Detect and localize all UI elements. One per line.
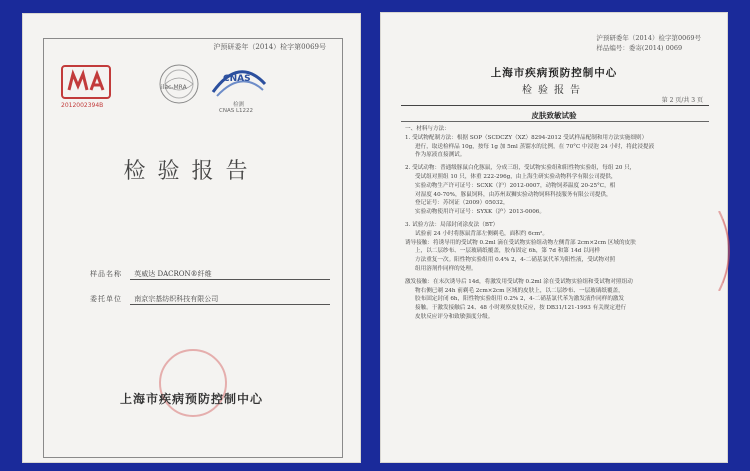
body-line: 上，以二层纱布、一层玻璃纸覆盖，胶布固定 6h，第 7d 和第 14d 以同样 (415, 248, 600, 255)
body-line: 接触。于激发接触后 24、48 小时观察皮肤反应，按 DB31/121-1993 有关规定进行 (415, 305, 627, 312)
materials-section (405, 125, 711, 160)
body-line: 3. 试验方法：局部封闭涂皮法（BT） (405, 221, 499, 228)
accreditation-logos (61, 62, 331, 122)
seam-stamp-icon (717, 211, 741, 291)
cnas-sub: 检测 (233, 102, 245, 108)
client-label: 委托单位 (90, 295, 122, 303)
body-line: 登记证号：苏饲证（2009）05032， (415, 200, 509, 207)
client-value: 南京宗基纺织科技有限公司 (134, 295, 219, 303)
client-field (90, 294, 218, 304)
header-divider (401, 105, 709, 106)
cover-title: 检验报告 (123, 159, 260, 184)
report-page (381, 13, 727, 462)
body-line: 物右侧已剃 24h 前剃毛 2cm×2cm 区域的皮肤上，以二层纱布、一层玻璃纸覆盖， (415, 287, 624, 294)
sample-name-field (90, 269, 212, 279)
body-line: 作为原液直接测试。 (415, 152, 466, 159)
body-line: 皮肤反应评分和致敏强度分级。 (415, 313, 494, 320)
body-line: 方法重复一次。阳性物实验组用 0.4% 2，4-二硝基氯代苯为阳性液，受试物对照 (415, 257, 616, 264)
report-organization: 上海市疾病预防控制中心 (490, 67, 618, 79)
animals-section (405, 164, 711, 217)
cma-logo-icon (61, 62, 111, 102)
cover-organization: 上海市疾病预防控制中心 (119, 392, 263, 406)
body-line: 受试组对照组 10 只，体重 222-296g，由上海生研实验动物科学有限公司提供， (415, 173, 617, 180)
body-line: 进行，取送检样品 10g，按每 1g 加 5ml 蒸馏水的比例，在 70°C 中浸泡 24 小时，将此浸提液 (415, 143, 655, 150)
body-line: 对湿度 40-70%，豚鼠饲料，由苏州双狮实验动物饲料科技服务有限公司提供， (415, 191, 612, 198)
body-line: 一、材料与方法： (405, 126, 450, 132)
cnas-text: CNAS (223, 74, 251, 84)
sample-name-value: 英威达 DACRON®纤维 (134, 270, 212, 278)
cover-ref-number: 沪预研委年（2014）检字第0069号 (213, 43, 326, 51)
client-line (130, 304, 330, 305)
report-sample-number: 样品编号：委寄(2014) 0069 (596, 44, 683, 52)
sample-name-line (130, 279, 330, 280)
body-line: 实验动物生产许可证号：SCXK（沪）2012-0007，动物饲养温度 20-25°C，相 (415, 182, 616, 189)
section-title: 皮肤致敏试验 (531, 111, 577, 120)
body-line: 组用溶剂作同样的处理。 (415, 265, 477, 272)
body-line: 1. 受试物配制方法：根据 SOP（SCDCZY（XZ）8294-2012 受试样品配制和用方法实施细则） (405, 134, 648, 141)
body-line: 2. 受试动物：普通级豚鼠白化豚鼠，分成三组，受试物实验组和阳性物实验组，每组 20 只， (405, 165, 636, 172)
report-ref-block (596, 33, 701, 53)
section-divider (401, 121, 709, 122)
method-section (405, 221, 711, 274)
body-line: 诱导接触：将诱导用的受试物 0.2ml 滴在受试物实验组动物左侧背部 2cm×2cm 区域的皮肤 (405, 239, 636, 246)
cover-page (23, 14, 360, 462)
ilac-text: ilac-MRA (161, 84, 187, 91)
body-line: 胶布固定封闭 6h，阳性物实验组用 0.2% 2，4-二硝基氯代苯为激发液作同样的激发 (415, 296, 625, 303)
body-line: 试验前 24 小时将豚鼠背部左侧剃毛，面积约 6cm²。 (415, 230, 548, 237)
page-number: 第 2 页/共 3 页 (661, 97, 703, 104)
report-title: 检验报告 (522, 85, 586, 96)
challenge-section (405, 278, 711, 322)
report-body (405, 125, 711, 326)
cnas-id: CNAS L1222 (219, 108, 254, 114)
sample-name-label: 样品名称 (90, 270, 122, 278)
body-line: 激发接触：在末次诱导后 14d，将激发用受试物 0.2ml 涂在受试物实验组和受试物对照组动 (405, 278, 633, 285)
report-ref-number: 沪预研委年（2014）检字第0069号 (596, 34, 701, 42)
cma-number: 2012002394B (61, 102, 104, 109)
body-line: 实验动物使用许可证号：SYXK（沪）2013-0006。 (415, 209, 545, 216)
